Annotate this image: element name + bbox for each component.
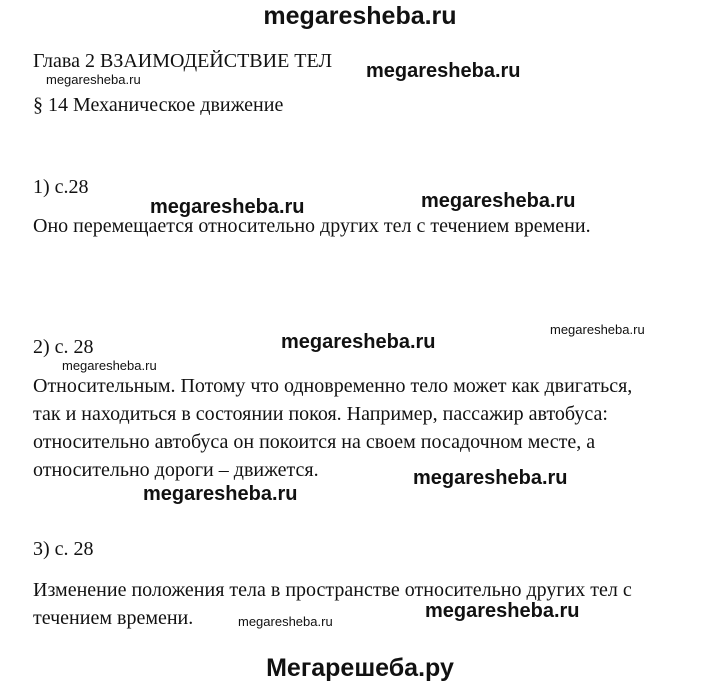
answer-2-line-3: относительно автобуса он покоится на своем посадочном месте, а xyxy=(33,431,596,453)
watermark-big: megaresheba.ru xyxy=(413,467,568,489)
watermark-small: megaresheba.ru xyxy=(238,614,333,629)
watermark-big: megaresheba.ru xyxy=(366,60,521,82)
answer-3-number: 3) с. 28 xyxy=(33,538,94,560)
section-heading: § 14 Механическое движение xyxy=(33,94,284,116)
answer-3-line-1: Изменение положения тела в пространстве относительно других тел с xyxy=(33,579,632,601)
site-title-bottom: Мегарешеба.ру xyxy=(266,654,454,682)
answer-2-line-4: относительно дороги – движется. xyxy=(33,459,319,481)
watermark-big: megaresheba.ru xyxy=(281,331,436,353)
watermark-big: megaresheba.ru xyxy=(425,600,580,622)
answer-1-number: 1) с.28 xyxy=(33,176,89,198)
watermark-big: megaresheba.ru xyxy=(421,190,576,212)
chapter-heading: Глава 2 ВЗАИМОДЕЙСТВИЕ ТЕЛ xyxy=(33,50,333,72)
site-title-top: megaresheba.ru xyxy=(263,2,457,30)
answer-1-line-1: Оно перемещается относительно других тел с течением времени. xyxy=(33,215,591,237)
watermark-small: megaresheba.ru xyxy=(46,72,141,87)
answer-2-line-1: Относительным. Потому что одновременно тело может как двигаться, xyxy=(33,375,633,397)
watermark-small: megaresheba.ru xyxy=(550,322,645,337)
watermark-small: megaresheba.ru xyxy=(62,358,157,373)
answer-2-number: 2) с. 28 xyxy=(33,336,94,358)
watermark-big: megaresheba.ru xyxy=(143,483,298,505)
watermark-big: megaresheba.ru xyxy=(150,196,305,218)
answer-2-line-2: так и находиться в состоянии покоя. Например, пассажир автобуса: xyxy=(33,403,608,425)
answer-3-line-2: течением времени. xyxy=(33,607,194,629)
